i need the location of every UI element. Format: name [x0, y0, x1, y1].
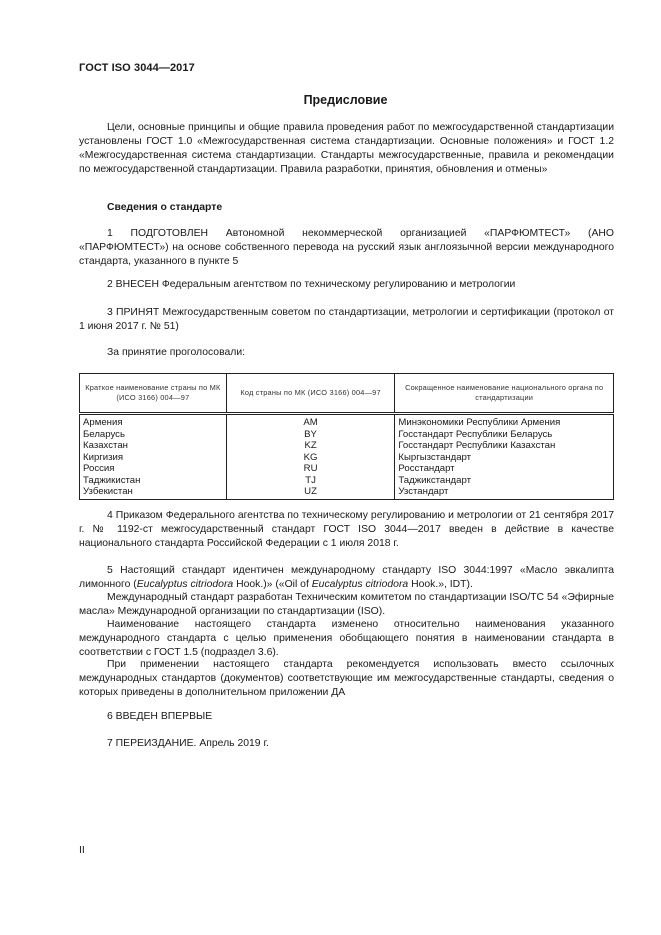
header-country-name: Краткое наименование страны по МК (ИСО 3166) 004—97: [80, 374, 227, 414]
item-2-introduced: 2 ВНЕСЕН Федеральным агентством по техническому регулированию и метрологии: [107, 279, 516, 290]
item-3-adopted: 3 ПРИНЯТ Межгосударственным советом по стандартизации, метрологии и сертификации (протокол от 1 июня 2017 г. № 51): [79, 307, 614, 332]
country-cell: Казахстан: [80, 440, 227, 452]
code-cell: KG: [226, 452, 395, 464]
table-row: [80, 452, 614, 464]
body-cell: Минэкономики Республики Армения: [395, 414, 614, 429]
header-national-body: Сокращенное наименование национального органа по стандартизации: [395, 374, 614, 414]
section-title: Предисловие: [303, 93, 388, 107]
code-cell: BY: [226, 429, 395, 441]
item-5-developed: Международный стандарт разработан Техническим комитетом по стандартизации ISO/TC 54 «Эфирные масла» Международной организации по стандартизации (ISO).: [79, 592, 614, 617]
item-7-reissue: 7 ПЕРЕИЗДАНИЕ. Апрель 2019 г.: [107, 738, 269, 749]
table-row: [80, 440, 614, 452]
item-6-first-introduced: 6 ВВЕДЕН ВПЕРВЫЕ: [107, 711, 213, 722]
item-5-identical: 5 Настоящий стандарт идентичен международному стандарту ISO 3044:1997 «Масло эвкалипта лимонного (Eucalyptus citriodora Hook.)» («Oil of Eucalyptus citriodora Hook.», IDT).: [79, 565, 614, 590]
item-4-order: 4 Приказом Федерального агентства по техническому регулированию и метрологии от 21 сентября 2017 г. № 1192-ст межгосударственный стандарт ГОСТ ISO 3044—2017 введен в действие в качестве национального стандарта Российской Федерации с 1 июля 2018 г.: [79, 510, 614, 549]
code-cell: UZ: [226, 486, 395, 499]
item-5-name-changed: Наименование настоящего стандарта изменено относительно наименования указанного международного стандарта с целью применения обобщающего понятия в наименовании стандарта в соответствии с ГОСТ 1.5 (подраздел 3.6).: [79, 619, 614, 658]
body-cell: Узстандарт: [395, 486, 614, 499]
code-cell: AM: [226, 414, 395, 429]
table-row: [80, 475, 614, 487]
item-1-prepared: 1 ПОДГОТОВЛЕН Автономной некоммерческой организацией «ПАРФЮМТЕСТ» (АНО «ПАРФЮМТЕСТ») на основе собственного перевода на русский язык англоязычной версии международного стандарта, указанного в пункте 5: [79, 228, 614, 267]
table-row: [80, 463, 614, 475]
body-cell: Госстандарт Республики Казахстан: [395, 440, 614, 452]
country-cell: Таджикистан: [80, 475, 227, 487]
country-cell: Узбекистан: [80, 486, 227, 499]
country-cell: Армения: [80, 414, 227, 429]
country-cell: Беларусь: [80, 429, 227, 441]
document-header: ГОСТ ISO 3044—2017: [79, 62, 195, 74]
code-cell: KZ: [226, 440, 395, 452]
code-cell: TJ: [226, 475, 395, 487]
body-cell: Росстандарт: [395, 463, 614, 475]
body-cell: Госстандарт Республики Беларусь: [395, 429, 614, 441]
body-cell: Кыргызстандарт: [395, 452, 614, 464]
table-row: [80, 486, 614, 499]
table-row: [80, 414, 614, 429]
country-cell: Киргизия: [80, 452, 227, 464]
header-country-code: Код страны по МК (ИСО 3166) 004—97: [226, 374, 395, 414]
body-cell: Таджикстандарт: [395, 475, 614, 487]
subheading-standard-info: Сведения о стандарте: [107, 202, 223, 213]
intro-paragraph: Цели, основные принципы и общие правила проведения работ по межгосударственной стандартизации установлены ГОСТ 1.0 «Межгосударственная система стандартизации. Основные положения» и ГОСТ 1.2 «Межгосударственная система стандартизации. Стандарты межгосударственные, правила и рекомендации по межгосударственной стандартизации. Правила разработки, принятия, обновления и отмены»: [79, 122, 614, 175]
country-cell: Россия: [80, 463, 227, 475]
code-cell: RU: [226, 463, 395, 475]
item-5-application: При применении настоящего стандарта рекомендуется использовать вместо ссылочных международных стандартов (документов) соответствующие им межгосударственные стандарты, сведения о которых приведены в дополнительном приложении ДА: [79, 659, 614, 698]
page-number: II: [79, 844, 85, 856]
countries-table: [79, 373, 614, 500]
table-row: [80, 429, 614, 441]
voted-label: За принятие проголосовали:: [107, 347, 246, 358]
table-header-row: [80, 374, 614, 414]
